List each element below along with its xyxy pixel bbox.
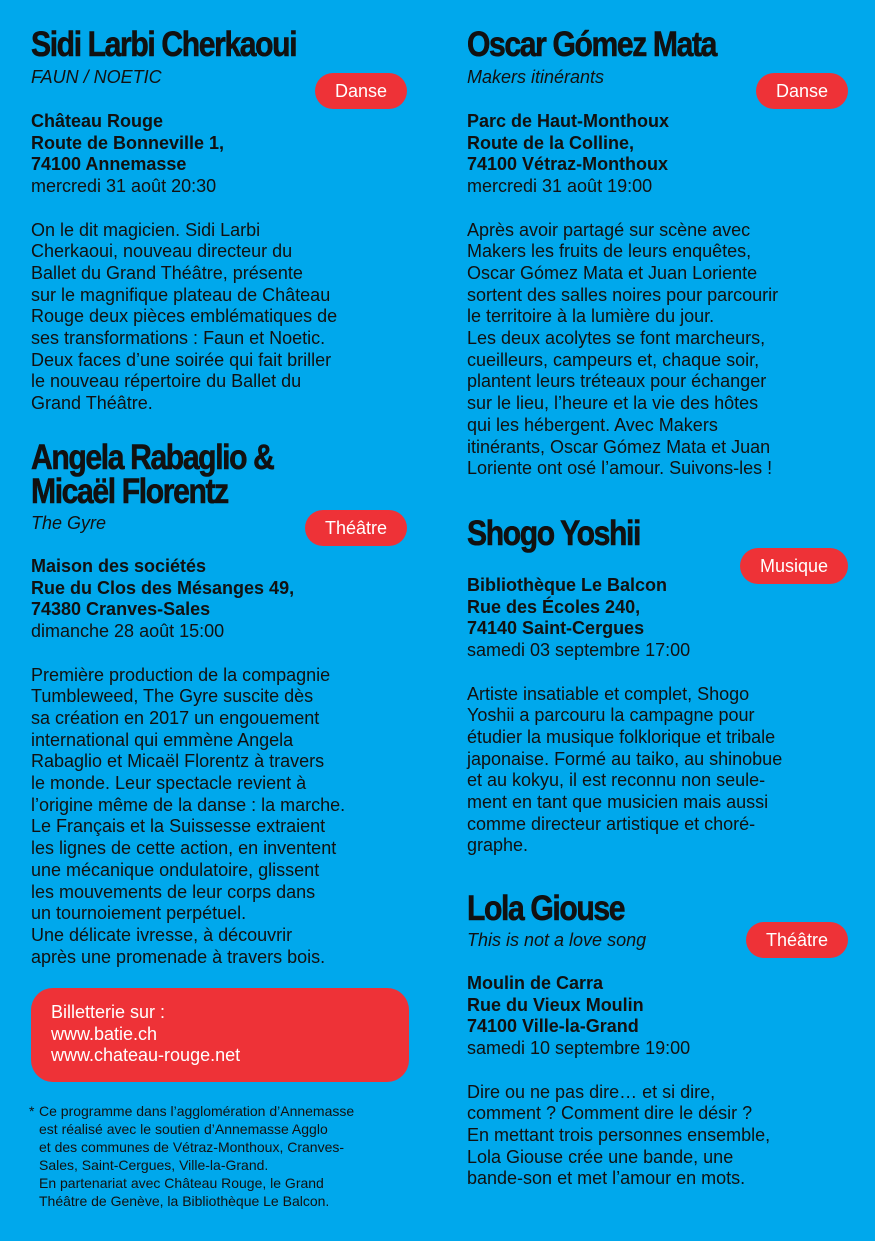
- venue-city: 74140 Saint-Cergues: [467, 618, 645, 639]
- footnote-line: et des communes de Vétraz-Monthoux, Cranves-: [39, 1139, 345, 1155]
- category-badge: Danse: [315, 73, 407, 109]
- event-description: [31, 665, 411, 969]
- description-line: Deux faces d’une soirée qui fait briller: [31, 349, 332, 370]
- description-line: l’origine même de la danse : la marche.: [31, 794, 346, 815]
- description-line: Tumbleweed, The Gyre suscite dès: [31, 686, 314, 707]
- footnote: [29, 1102, 429, 1210]
- description-line: Les deux acolytes se font marcheurs,: [467, 328, 766, 349]
- description-line: le monde. Leur spectacle revient à: [31, 773, 307, 794]
- description-line: Première production de la compagnie: [31, 664, 331, 685]
- description-line: les mouvements de leur corps dans: [31, 881, 316, 902]
- category-badge: Danse: [756, 73, 848, 109]
- event-description: [467, 1082, 852, 1191]
- venue-name: Château Rouge: [31, 111, 164, 131]
- description-line: bande-son et met l’amour en mots.: [467, 1168, 746, 1189]
- description-line: Ballet du Grand Théâtre, présente: [31, 262, 303, 283]
- description-line: plantent leurs tréteaux pour échanger: [467, 371, 767, 392]
- description-line: Le Français et la Suissesse extraient: [31, 816, 326, 837]
- description-line: une mécanique ondulatoire, glissent: [31, 859, 320, 880]
- description-line: Cherkaoui, nouveau directeur du: [31, 241, 293, 262]
- artist-name: Lola Giouse: [467, 889, 625, 928]
- description-line: le territoire à la lumière du jour.: [467, 306, 715, 327]
- description-line: Une délicate ivresse, à découvrir: [31, 924, 293, 945]
- category-badge: Musique: [740, 548, 848, 584]
- description-line: sur le lieu, l’heure et la vie des hôtes: [467, 393, 759, 414]
- description-line: Makers les fruits de leurs enquêtes,: [467, 241, 752, 262]
- venue-street: Route de Bonneville 1,: [31, 132, 225, 153]
- event-description: [31, 220, 411, 415]
- event-date: mercredi 31 août 19:00: [467, 176, 653, 197]
- description-line: et au kokyu, il est reconnu non seule-: [467, 770, 766, 791]
- show-title: The Gyre: [31, 513, 107, 533]
- event-gomez-mata: [467, 25, 852, 479]
- description-line: les lignes de cette action, en inventent: [31, 838, 337, 859]
- venue-city: 74100 Ville-la-Grand: [467, 1016, 639, 1037]
- event-date: samedi 03 septembre 17:00: [467, 640, 691, 661]
- footnote-mark: *: [29, 1103, 35, 1119]
- event-description: [467, 220, 852, 480]
- description-line: sa création en 2017 un engouement: [31, 707, 320, 728]
- description-line: étudier la musique folklorique et tribale: [467, 726, 776, 747]
- description-line: Artiste insatiable et complet, Shogo: [467, 683, 750, 704]
- venue-city: 74380 Cranves-Sales: [31, 599, 211, 620]
- description-line: Yoshii a parcouru la campagne pour: [467, 705, 755, 726]
- description-line: un tournoiement perpétuel.: [31, 903, 247, 924]
- description-line: Lola Giouse crée une bande, une: [467, 1146, 734, 1167]
- footnote-line: Sales, Saint-Cergues, Ville-la-Grand.: [39, 1157, 269, 1173]
- event-date: dimanche 28 août 15:00: [31, 621, 225, 642]
- venue-name: Maison des sociétés: [31, 556, 207, 576]
- description-line: comment ? Comment dire le désir ?: [467, 1103, 753, 1124]
- artist-name: Shogo Yoshii: [467, 514, 641, 553]
- description-line: comme directeur artistique et choré-: [467, 813, 756, 834]
- category-badge: Théâtre: [305, 510, 407, 546]
- ticketing-link-chateau-rouge[interactable]: www.chateau-rouge.net: [51, 1045, 241, 1066]
- venue-street: Route de la Colline,: [467, 132, 635, 153]
- description-line: En mettant trois personnes ensemble,: [467, 1124, 771, 1145]
- description-line: qui les hébergent. Avec Makers: [467, 414, 718, 435]
- footnote-line: Théâtre de Genève, la Bibliothèque Le Balcon.: [39, 1193, 330, 1209]
- event-giouse: [467, 889, 852, 1189]
- venue-city: 74100 Annemasse: [31, 154, 187, 175]
- venue-name: Parc de Haut-Monthoux: [467, 111, 670, 131]
- artist-name-line: Angela Rabaglio &: [31, 438, 274, 477]
- description-line: itinérants, Oscar Gómez Mata et Juan: [467, 436, 771, 457]
- description-line: On le dit magicien. Sidi Larbi: [31, 219, 261, 240]
- artist-name: Oscar Gómez Mata: [467, 25, 716, 64]
- ticketing-label: Billetterie sur :: [51, 1002, 166, 1022]
- venue-name: Moulin de Carra: [467, 973, 604, 993]
- ticketing-box: [31, 988, 409, 1082]
- description-line: le nouveau répertoire du Ballet du: [31, 371, 302, 392]
- description-line: ment en tant que musicien mais aussi: [467, 792, 769, 813]
- description-line: sur le magnifique plateau de Château: [31, 284, 331, 305]
- description-line: cueilleurs, campeurs et, chaque soir,: [467, 349, 760, 370]
- footnote-line: Ce programme dans l’agglomération d’Annemasse: [39, 1103, 355, 1119]
- show-title: This is not a love song: [467, 930, 647, 950]
- description-line: sortent des salles noires pour parcourir: [467, 284, 779, 305]
- description-line: après une promenade à travers bois.: [31, 946, 326, 967]
- description-line: Loriente ont osé l’amour. Suivons-les !: [467, 458, 773, 479]
- description-line: ses transformations : Faun et Noetic.: [31, 328, 326, 349]
- footnote-line: En partenariat avec Château Rouge, le Grand: [39, 1175, 324, 1191]
- event-date: samedi 10 septembre 19:00: [467, 1038, 691, 1059]
- description-line: international qui emmène Angela: [31, 729, 294, 750]
- event-rabaglio-florentz: [31, 438, 411, 967]
- event-yoshii: [467, 514, 852, 856]
- venue-street: Rue des Écoles 240,: [467, 596, 641, 617]
- description-line: japonaise. Formé au taiko, au shinobue: [467, 748, 783, 769]
- event-description: [467, 684, 852, 858]
- description-line: Après avoir partagé sur scène avec: [467, 219, 751, 240]
- description-line: Rabaglio et Micaël Florentz à travers: [31, 751, 325, 772]
- description-line: Dire ou ne pas dire… et si dire,: [467, 1081, 716, 1102]
- description-line: graphe.: [467, 835, 529, 856]
- event-cherkaoui: [31, 25, 411, 414]
- show-title: Makers itinérants: [467, 67, 605, 87]
- artist-name: Sidi Larbi Cherkaoui: [31, 25, 297, 64]
- venue-name: Bibliothèque Le Balcon: [467, 575, 668, 595]
- ticketing-link-batie[interactable]: www.batie.ch: [51, 1023, 158, 1044]
- venue-city: 74100 Vétraz-Monthoux: [467, 154, 669, 175]
- event-date: mercredi 31 août 20:30: [31, 176, 217, 197]
- venue-street: Rue du Vieux Moulin: [467, 994, 644, 1015]
- artist-name: [31, 438, 358, 511]
- footnote-line: est réalisé avec le soutien d’Annemasse Agglo: [39, 1121, 328, 1137]
- category-badge: Théâtre: [746, 922, 848, 958]
- description-line: Oscar Gómez Mata et Juan Loriente: [467, 262, 758, 283]
- artist-name-line: Micaël Florentz: [31, 472, 228, 511]
- description-line: Grand Théâtre.: [31, 393, 153, 414]
- description-line: Rouge deux pièces emblématiques de: [31, 306, 338, 327]
- venue-street: Rue du Clos des Mésanges 49,: [31, 577, 295, 598]
- show-title: FAUN / NOETIC: [31, 67, 162, 87]
